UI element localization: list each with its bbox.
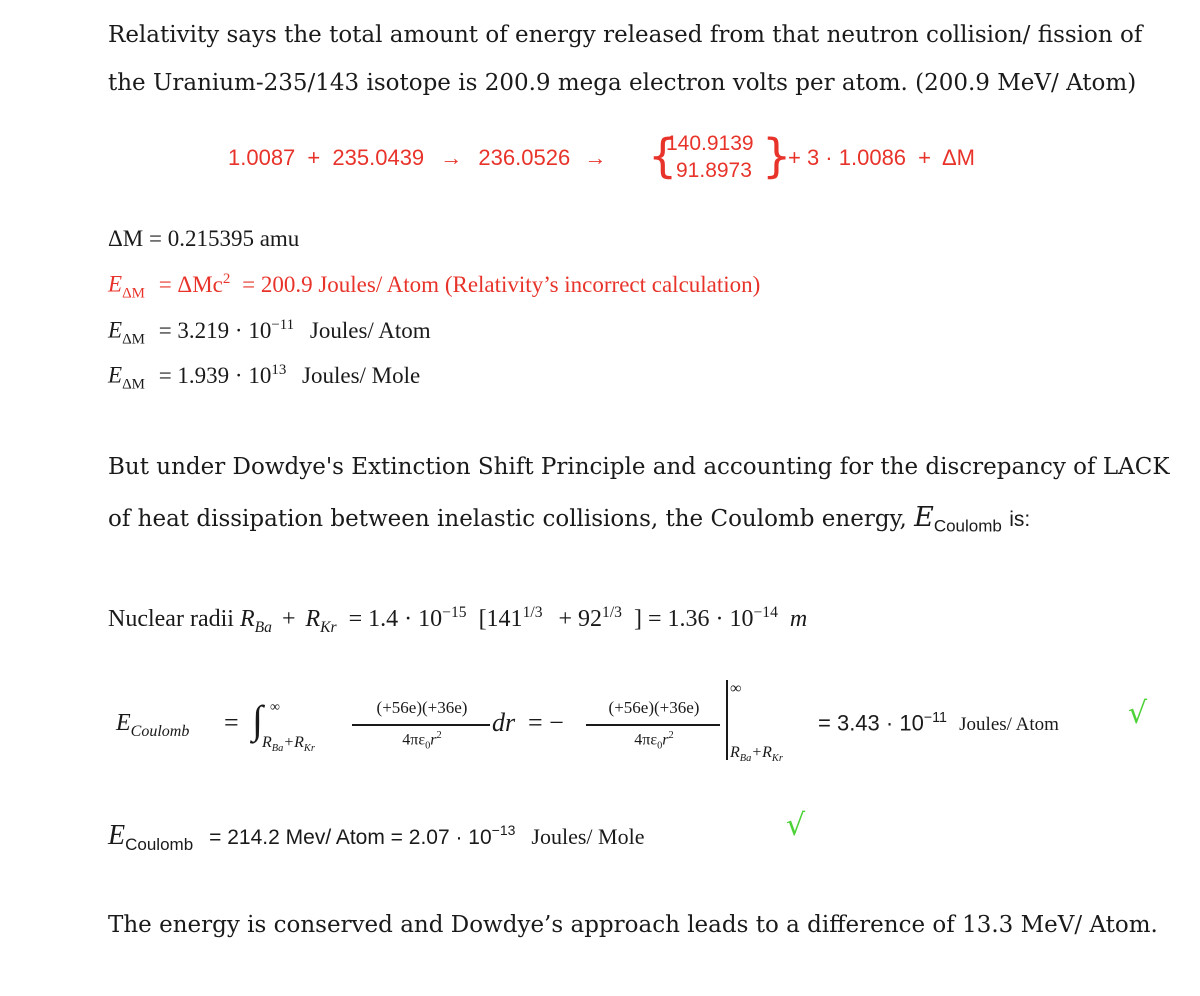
integral-lower-limit <box>262 734 315 754</box>
atom-unit: Joules/ Atom <box>309 317 431 343</box>
relativity-result: = 200.9 Joules/ Atom (Relativity’s incorrect calculation) <box>242 271 761 297</box>
u235-mass: 235.0439 <box>332 145 425 170</box>
coulomb-energy-symbol: E <box>914 502 934 533</box>
integrand-fraction-bar <box>352 724 490 726</box>
integral-eq: = <box>224 708 239 737</box>
eval-denominator <box>586 730 722 752</box>
intro-line-2: the Uranium-235/143 isotope is 200.9 mega electron volts per atom. (200.9 MeV/ Atom) <box>108 70 1137 96</box>
coulomb-subscript: Coulomb <box>933 516 1002 536</box>
eval-den-sub-0: 0 <box>657 740 663 752</box>
radii-pow1: 1/3 <box>522 604 543 621</box>
integral-result-unit: Joules/ Atom <box>959 714 1059 736</box>
intro-line-1: Relativity says the total amount of energy released from that neutron collision/ fission of <box>108 22 1143 48</box>
energy-subscript: ΔM <box>122 285 145 302</box>
integral-result-exp: −11 <box>923 710 948 726</box>
coulomb-e-sub: Coulomb <box>130 722 190 740</box>
mole-value: = 1.939 · 10 <box>158 362 272 388</box>
neutron-mass: 1.0087 <box>228 145 296 170</box>
coulomb-final-line <box>108 820 644 855</box>
den-sup-2: 2 <box>436 730 442 741</box>
integrand-denominator <box>352 730 492 752</box>
mass-energy-eq: = ΔMc <box>158 271 223 297</box>
integral-dr: dr <box>492 708 516 737</box>
dowdye-line-2 <box>108 502 1030 537</box>
reaction-equation <box>228 145 614 171</box>
dowdye-line-1: But under Dowdye's Extinction Shift Principle and accounting for the discrepancy of LACK <box>108 454 1170 480</box>
eval-fraction-bar <box>586 724 720 726</box>
plus-sign: + <box>307 145 321 170</box>
plus-sign-2: + <box>918 145 932 170</box>
coulomb-final-sub: Coulomb <box>125 834 194 854</box>
coulomb-final-exp: −13 <box>491 822 516 838</box>
check-mark-icon-2: √ <box>786 808 806 843</box>
radii-eq: = 1.4 · 10 <box>348 606 443 632</box>
product-top: 140.9139 <box>666 132 754 155</box>
radii-plus: + <box>281 606 296 632</box>
den-4pi-eps: 4πε <box>402 731 426 749</box>
den-sub-0: 0 <box>425 740 431 752</box>
r-ba: R <box>239 606 255 632</box>
energy-symbol: E <box>108 362 123 388</box>
energy-per-mole-line <box>108 362 420 393</box>
integral-sign: ∫ <box>252 697 263 742</box>
left-brace: { <box>648 129 678 183</box>
check-mark-icon: √ <box>1128 696 1148 731</box>
r-kr-sub: Kr <box>320 618 337 636</box>
arrow-2: → <box>584 145 607 170</box>
product-bottom: 91.8973 <box>676 159 752 182</box>
integral-lhs <box>116 710 189 741</box>
lower-r: R <box>262 734 272 751</box>
r-ba-sub: Ba <box>254 618 272 636</box>
lower-sub-ba: Ba <box>271 743 284 755</box>
radii-exp: −15 <box>442 604 467 621</box>
mole-exponent: 13 <box>271 362 287 378</box>
lower-plus-r: +R <box>283 734 304 751</box>
coulomb-final-e: E <box>108 820 126 851</box>
radii-plus2: + 92 <box>558 606 603 632</box>
right-brace: } <box>762 129 792 183</box>
coulomb-final-unit: Joules/ Mole <box>531 824 645 849</box>
c-squared-exp: 2 <box>222 271 231 287</box>
eval-lower-limit <box>730 744 783 764</box>
mole-unit: Joules/ Mole <box>302 362 421 388</box>
compound-mass: 236.0526 <box>478 145 571 170</box>
atom-value: = 3.219 · 10 <box>158 317 272 343</box>
eval-den-r: r <box>662 731 669 749</box>
radii-bracket: [141 <box>478 606 523 632</box>
radii-unit: m <box>789 606 808 632</box>
integral-eq-minus: = − <box>528 708 564 737</box>
eval-lower-r: R <box>730 744 740 761</box>
nuclear-radii-line <box>108 604 807 637</box>
integral-upper-limit: ∞ <box>270 700 280 715</box>
coulomb-e: E <box>116 710 131 736</box>
dowdye-line-2-text: of heat dissipation between inelastic collisions, the Coulomb energy, <box>108 506 907 532</box>
reaction-tail <box>788 145 975 171</box>
energy-subscript: ΔM <box>122 376 145 393</box>
integral-result-value: = 3.43 · 10 <box>818 710 924 736</box>
eval-upper-limit: ∞ <box>730 680 742 697</box>
den-r: r <box>430 731 437 749</box>
eval-numerator: (+56e)(+36e) <box>608 698 700 717</box>
energy-symbol: E <box>108 271 123 297</box>
energy-per-atom-line <box>108 317 431 348</box>
atom-exponent: −11 <box>271 317 295 333</box>
is-text: is: <box>1009 508 1031 531</box>
arrow-1: → <box>440 145 463 170</box>
eval-lower-plus-r: +R <box>751 744 772 761</box>
energy-subscript: ΔM <box>122 331 145 348</box>
integral-result <box>818 710 1059 736</box>
relativity-energy-line <box>108 271 760 302</box>
coulomb-final-text: = 214.2 Mev/ Atom = 2.07 · 10 <box>209 826 492 849</box>
radii-pow2: 1/3 <box>602 604 622 621</box>
eval-den-4pi-eps: 4πε <box>634 731 658 749</box>
eval-lower-sub-ba: Ba <box>739 753 752 765</box>
lower-sub-kr: Kr <box>303 743 315 755</box>
radii-close: ] = 1.36 · 10 <box>633 606 754 632</box>
neutrons-term: + 3 · 1.0086 <box>788 145 907 170</box>
eval-lower-sub-kr: Kr <box>771 753 783 765</box>
evaluation-bar <box>726 680 728 760</box>
eval-den-sup-2: 2 <box>668 730 674 741</box>
delta-m-value: ΔM = 0.215395 amu <box>108 226 300 251</box>
integrand-numerator: (+56e)(+36e) <box>376 698 468 717</box>
delta-m: ΔM <box>941 145 975 170</box>
radii-exp2: −14 <box>753 604 778 621</box>
conclusion-text: The energy is conserved and Dowdye’s approach leads to a difference of 13.3 MeV/ Atom. <box>108 912 1158 938</box>
radii-lead: Nuclear radii <box>108 606 234 632</box>
r-kr: R <box>305 606 321 632</box>
energy-symbol: E <box>108 317 123 343</box>
